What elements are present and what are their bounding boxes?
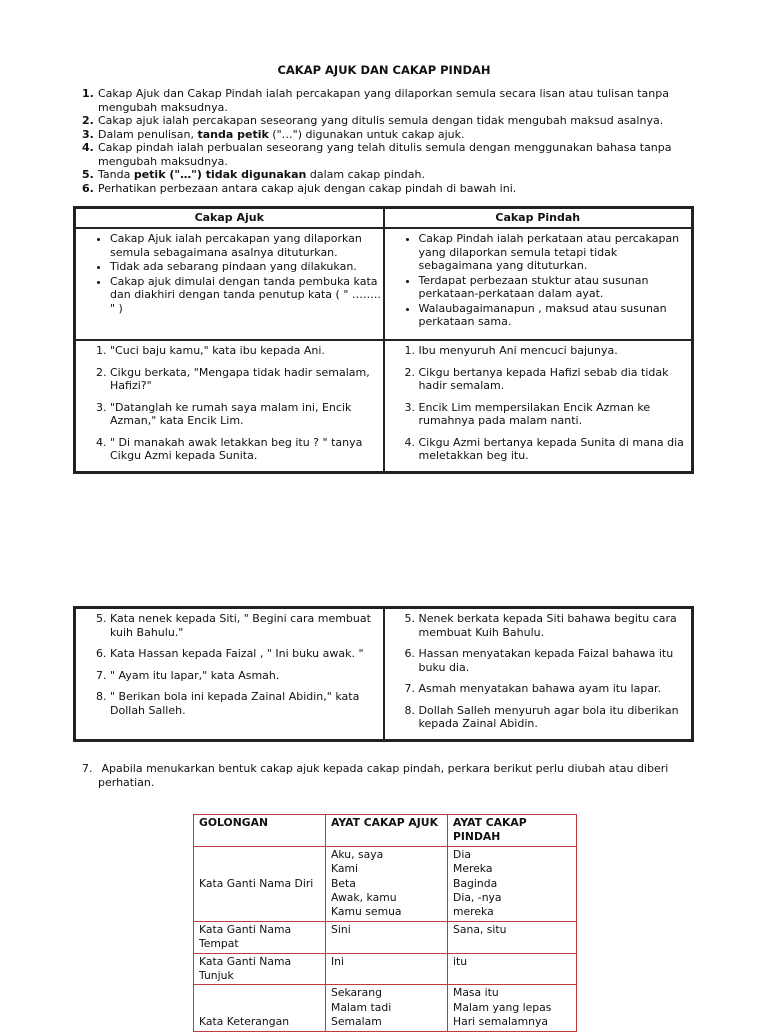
ajuk-example: 4. " Di manakah awak letakkan beg itu ? " tanya Cikgu Azmi kepada Sunita. <box>110 436 383 463</box>
golongan-cell: Kata Ganti Nama Diri <box>194 846 326 921</box>
pindah-example: 2. Cikgu bertanya kepada Hafizi sebab dia tidak hadir semalam. <box>419 366 692 393</box>
note-number: 2. <box>82 114 94 127</box>
note-number: 6. <box>82 181 94 195</box>
note-number: 1. <box>82 87 94 100</box>
ajuk-examples-cell <box>75 608 384 740</box>
golongan-cell: Kata Keterangan <box>194 985 326 1031</box>
ajuk-example: 6. Kata Hassan kepada Faizal , " Ini buku awak. " <box>110 647 383 661</box>
pindah-definition-cell <box>384 228 693 340</box>
pindah-cell: Masa itu Malam yang lepas Hari semalamnya <box>448 985 577 1031</box>
column-header: AYAT CAKAP AJUK <box>326 815 448 847</box>
pindah-example: 3. Encik Lim mempersilakan Encik Azman ke rumahnya pada malam nanti. <box>419 401 692 428</box>
note-item: 4. Cakap pindah ialah perbualan seseorang yang telah ditulis semula dengan menggunakan bahasa tanpa mengubah maksudnya. <box>82 141 672 168</box>
pindah-example: 6. Hassan menyatakan kepada Faizal bahawa itu buku dia. <box>419 647 692 674</box>
ajuk-example: 1. "Cuci baju kamu," kata ibu kepada Ani. <box>110 344 383 358</box>
ajuk-cell: Sekarang Malam tadi Semalam <box>326 985 448 1031</box>
note-number: 5. <box>82 168 94 181</box>
column-header: AYAT CAKAP PINDAH <box>448 815 577 847</box>
pindah-examples-cell <box>384 340 693 472</box>
table-row <box>194 953 577 985</box>
ajuk-example: 2. Cikgu berkata, "Mengapa tidak hadir semalam, Hafizi?" <box>110 366 383 393</box>
golongan-table <box>193 814 577 1032</box>
note-item: 1. Cakap Ajuk dan Cakap Pindah ialah percakapan yang dilaporkan semula secara lisan atau tulisan tanpa mengubah maksudnya. <box>82 87 669 114</box>
ajuk-cell: Sini <box>326 921 448 953</box>
ajuk-examples-cell <box>75 340 384 472</box>
pindah-example: 7. Asmah menyatakan bahawa ayam itu lapar. <box>419 682 692 696</box>
table-row <box>194 846 577 921</box>
note-number: 4. <box>82 141 94 154</box>
ajuk-example: 5. Kata nenek kepada Siti, " Begini cara membuat kuih Bahulu." <box>110 612 383 639</box>
ajuk-cell: Aku, saya Kami Beta Awak, kamu Kamu semua <box>326 846 448 921</box>
note-number: 7. <box>82 762 93 775</box>
note-item: 6. Perhatikan perbezaan antara cakap ajuk dengan cakap pindah di bawah ini. <box>82 181 517 195</box>
notes-list <box>82 87 682 195</box>
pindah-example: 4. Cikgu Azmi bertanya kepada Sunita di mana dia meletakkan beg itu. <box>419 436 692 463</box>
pindah-point: • Walaubagaimanapun , maksud atau susunan perkataan sama. <box>419 302 692 329</box>
table-row <box>194 985 577 1031</box>
pindah-cell: Dia Mereka Baginda Dia, -nya mereka <box>448 846 577 921</box>
ajuk-point: • Cakap Ajuk ialah percakapan yang dilaporkan semula sebagaimana asalnya dituturkan. <box>110 232 383 259</box>
document-title: CAKAP AJUK DAN CAKAP PINDAH <box>277 63 491 77</box>
header-cakap-pindah: Cakap Pindah <box>384 208 693 228</box>
pindah-example: 8. Dollah Salleh menyuruh agar bola itu diberikan kepada Zainal Abidin. <box>419 704 692 731</box>
golongan-cell: Kata Ganti Nama Tempat <box>194 921 326 953</box>
ajuk-cell: Ini <box>326 953 448 985</box>
pindah-point: • Terdapat perbezaan stuktur atau susunan perkataan-perkataan dalam ayat. <box>419 274 692 301</box>
header-cakap-ajuk: Cakap Ajuk <box>75 208 384 228</box>
ajuk-example: 7. " Ayam itu lapar," kata Asmah. <box>110 669 383 683</box>
ajuk-example: 8. " Berikan bola ini kepada Zainal Abidin," kata Dollah Salleh. <box>110 690 383 717</box>
pindah-example: 1. Ibu menyuruh Ani mencuci bajunya. <box>419 344 692 358</box>
pindah-cell: Sana, situ <box>448 921 577 953</box>
note-number: 3. <box>82 127 94 141</box>
ajuk-example: 3. "Datanglah ke rumah saya malam ini, Encik Azman," kata Encik Lim. <box>110 401 383 428</box>
golongan-cell: Kata Ganti Nama Tunjuk <box>194 953 326 985</box>
note-item: 3. Dalam penulisan, tanda petik ("…") digunakan untuk cakap ajuk. <box>82 127 465 141</box>
pindah-example: 5. Nenek berkata kepada Siti bahawa begitu cara membuat Kuih Bahulu. <box>419 612 692 639</box>
ajuk-point: • Tidak ada sebarang pindaan yang dilakukan. <box>110 260 383 274</box>
note-item: 5. Tanda petik ("…") tidak digunakan dalam cakap pindah. <box>82 168 425 181</box>
column-header: GOLONGAN <box>194 815 326 847</box>
comparison-table-continued <box>73 606 694 742</box>
table-row <box>194 921 577 953</box>
pindah-examples-cell <box>384 608 693 740</box>
pindah-cell: itu <box>448 953 577 985</box>
comparison-table <box>73 206 694 474</box>
ajuk-definition-cell <box>75 228 384 340</box>
pindah-point: • Cakap Pindah ialah perkataan atau percakapan yang dilaporkan semula tetapi tidak sebagaimana yang dituturkan. <box>419 232 692 273</box>
note-item: 2. Cakap ajuk ialah percakapan seseorang yang ditulis semula dengan tidak mengubah maksud asalnya. <box>82 114 664 127</box>
ajuk-point: • Cakap ajuk dimulai dengan tanda pembuka kata dan diakhiri dengan tanda penutup kata ( " …….. " ) <box>110 275 383 316</box>
note-7: 7. Apabila menukarkan bentuk cakap ajuk kepada cakap pindah, perkara berikut perlu diubah atau diberi perhatian. <box>82 762 669 789</box>
